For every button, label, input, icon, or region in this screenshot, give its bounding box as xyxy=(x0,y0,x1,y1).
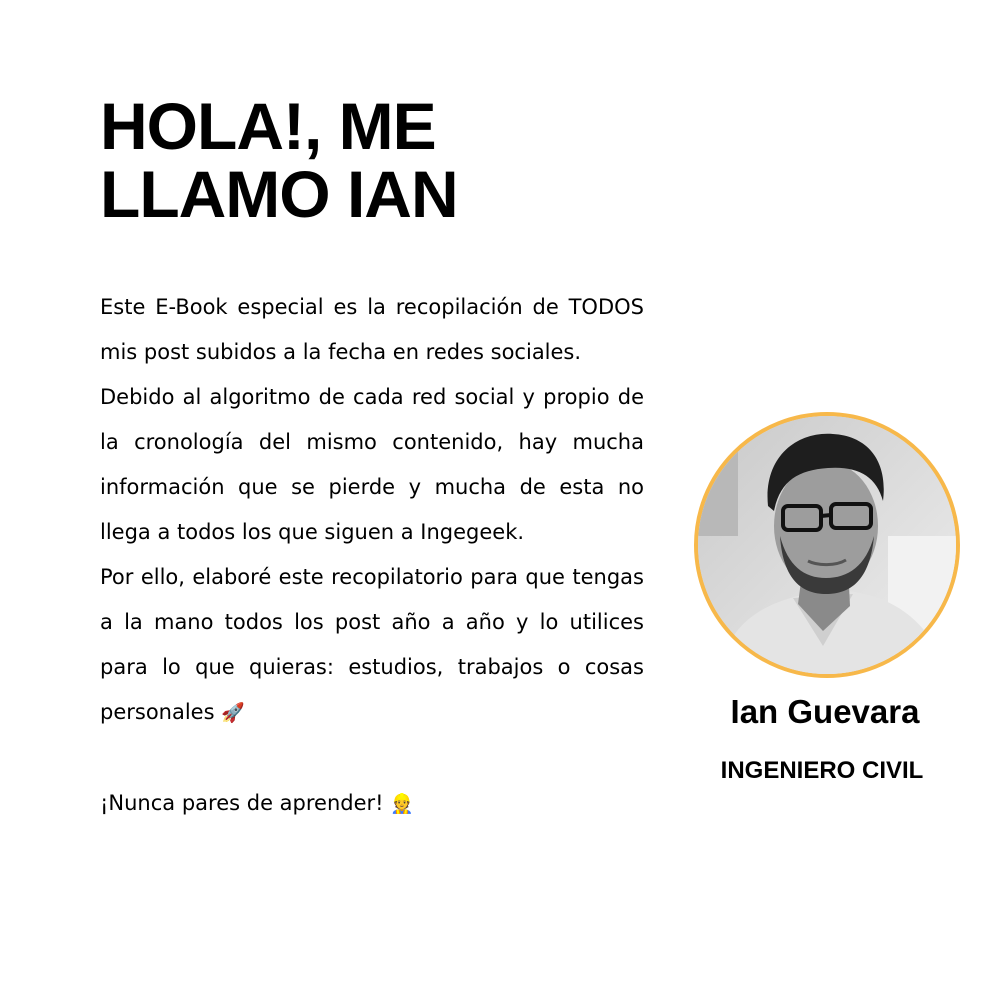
intro-paragraph-2: Debido al algoritmo de cada red social y propio de la cronología del mismo contenido, hay mucha información que se pierde y mucha de esta no llega a todos los que siguen a Ingegeek. xyxy=(100,385,644,544)
closing-line xyxy=(100,781,644,827)
intro-paragraph-1: Este E-Book especial es la recopilación de TODOS mis post subidos a la fecha en redes sociales. xyxy=(100,295,644,364)
title-line-2: LLAMO IAN xyxy=(100,157,458,231)
rocket-icon: 🚀 xyxy=(221,702,245,724)
title-line-1: HOLA!, ME xyxy=(100,89,436,163)
intro-paragraph-3-text: Por ello, elaboré este recopilatorio para que tengas a la mano todos los post año a año y lo utilices para lo que quieras: estudios, trabajos o cosas personales xyxy=(100,565,644,724)
intro-paragraph-3 xyxy=(100,555,644,736)
avatar xyxy=(694,412,960,678)
portrait-photo xyxy=(698,416,956,674)
profile-name: Ian Guevara xyxy=(730,693,920,730)
profile-role: INGENIERO CIVIL xyxy=(720,757,924,784)
closing-text: ¡Nunca pares de aprender! xyxy=(100,791,384,815)
page-title xyxy=(100,89,620,231)
intro-text xyxy=(100,285,644,827)
construction-worker-icon: 👷 xyxy=(390,793,414,815)
